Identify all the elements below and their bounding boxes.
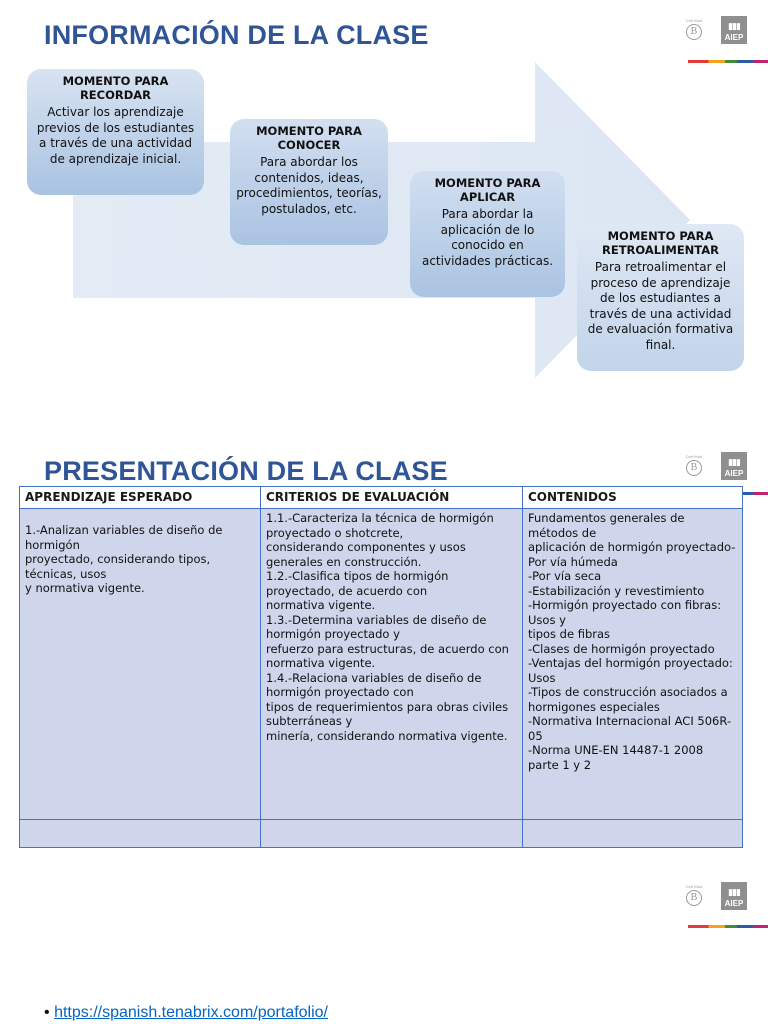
brand-stripe [688,925,768,928]
moment-heading: MOMENTO PARA APLICAR [434,176,541,204]
empty-cell [20,820,261,848]
header-criterios: CRITERIOS DE EVALUACIÓN [261,487,523,509]
portfolio-link[interactable]: https://spanish.tenabrix.com/portafolio/ [54,1004,328,1021]
class-presentation-table [19,486,743,848]
bcorp-logo: Cert Mod B [683,18,705,40]
empty-cell [261,820,523,848]
aiep-logo: ▮▮▮ AIEP [721,452,747,480]
brand-logos [683,882,763,926]
moment-body: Para abordar la aplicación de lo conocido en actividades prácticas. [421,207,554,268]
header-contenidos: CONTENIDOS [523,487,743,509]
moment-recordar [27,69,204,195]
bullet: • [44,1004,50,1021]
moment-retroalimentar [577,224,744,371]
moment-body: Para retroalimentar el proceso de aprendizaje de los estudiantes a través de una actividad de evaluación formativa final. [587,260,734,352]
reference-link-item [44,1004,328,1022]
cell-aprendizaje: 1.-Analizan variables de diseño de hormigón proyectado, considerando tipos, técnicas, usos y normativa vigente. [20,509,261,820]
moment-aplicar [410,171,565,297]
moment-heading: MOMENTO PARA RETROALIMENTAR [601,229,720,257]
cell-contenidos: Fundamentos generales de métodos de aplicación de hormigón proyectado-Por vía húmeda -Por vía seca -Estabilización y revestimiento -Hormigón proyectado con fibras: Usos y tipos de fibras -Clases de hormigón proyectado -Ventajas del hormigón proyectado: Usos -Tipos de construcción asociados a hormigones especiales -Normativa Internacional ACI 506R-05 -Norma UNE-EN 14487-1 2008 parte 1 y 2 [523,509,743,820]
moment-conocer [230,119,388,245]
slide-title-informacion: INFORMACIÓN DE LA CLASE [44,20,429,50]
aiep-logo: ▮▮▮ AIEP [721,16,747,44]
moment-heading: MOMENTO PARA CONOCER [256,124,362,152]
moment-body: Activar los aprendizaje previos de los estudiantes a través de una actividad de aprendizaje inicial. [36,105,195,166]
cell-criterios: 1.1.-Caracteriza la técnica de hormigón proyectado o shotcrete, considerando componentes y usos generales en construcción. 1.2.-Clasifica tipos de hormigón proyectado, de acuerdo con normativa vigente. 1.3.-Determina variables de diseño de hormigón proyectado y refuerzo para estructuras, de acuerdo con normativa vigente. 1.4.-Relaciona variables de diseño de hormigón proyectado con tipos de requerimientos para obras civiles subterráneas y minería, considerando normativa vigente. [261,509,523,820]
empty-cell [523,820,743,848]
bcorp-logo: Cert Mod B [683,884,705,906]
header-aprendizaje: APRENDIZAJE ESPERADO [20,487,261,509]
moment-body: Para abordar los contenidos, ideas, procedimientos, teorías, postulados, etc. [236,155,382,216]
slide-title-presentacion: PRESENTACIÓN DE LA CLASE [44,456,448,486]
moment-heading: MOMENTO PARA RECORDAR [62,74,169,102]
bcorp-logo: Cert Mod B [683,454,705,476]
aiep-logo: ▮▮▮ AIEP [721,882,747,910]
